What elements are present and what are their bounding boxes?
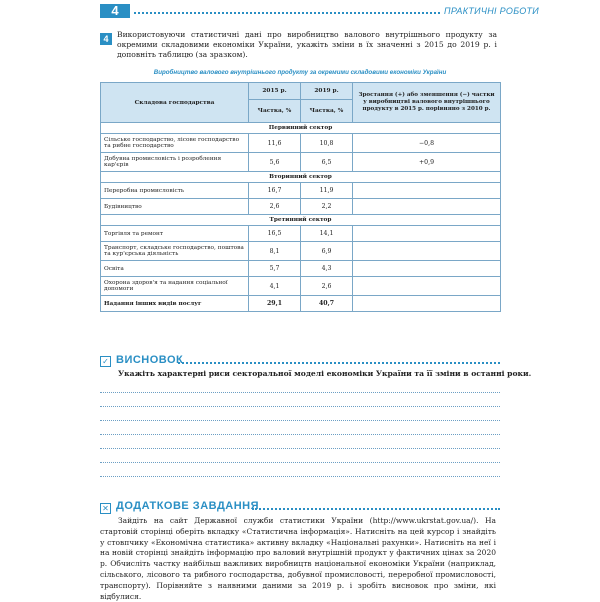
value-2019: 40,7: [301, 296, 353, 312]
change-value: −0,8: [353, 134, 501, 153]
table-row: [101, 261, 501, 277]
extra-task-title: ДОДАТКОВЕ ЗАВДАННЯ: [116, 500, 260, 512]
conclusions-prompt: Укажіть характерні риси секторальної моделі економіки України та її зміни в останні роки.: [118, 369, 532, 378]
value-2015: 4,1: [249, 277, 301, 296]
change-value: [353, 226, 501, 242]
row-name: Будівництво: [101, 199, 249, 215]
checkbox-icon: ✓: [100, 356, 111, 367]
conclusions-title: ВИСНОВОК: [116, 354, 184, 366]
value-2015: 16,7: [249, 183, 301, 199]
sector-primary: Первинний сектор: [101, 123, 501, 134]
row-name: Переробна промисловість: [101, 183, 249, 199]
value-2015: 11,6: [249, 134, 301, 153]
table-title: Виробництво валового внутрішнього продукту за окремими складовими економіки України: [153, 69, 447, 76]
change-value: [353, 199, 501, 215]
answer-line[interactable]: [100, 420, 500, 421]
extra-task-divider: [252, 508, 500, 510]
table-row: [101, 183, 501, 199]
value-2019: 2,6: [301, 277, 353, 296]
value-2019: 6,9: [301, 242, 353, 261]
change-value: [353, 183, 501, 199]
value-2015: 8,1: [249, 242, 301, 261]
row-name: Освіта: [101, 261, 249, 277]
table-row: [101, 277, 501, 296]
extra-task-text: Зайдіть на сайт Державної служби статистики України (http://www.ukrstat.gov.ua/). На стартовій сторінці оберіть вкладку «Статистична інформація». Натисніть на цей курсор і знайдіть у стовпчику «Економічна статистика» активну вкладку «Національні рахунки». Натисніть на неї і на новій сторінці знайдіть інформацію про валовий внутрішній продукт у фактичних цінах за 2020 р. Обчисліть частку найбільш важливих виробництв національної економіки України (наприклад, сільського, лісового та рибного господарства, добувної промисловості, переробної промисловості, транспорту). Порівняйте з наявними даними за 2019 р. і зробіть висновок про зміни, які відбулися.: [100, 516, 496, 601]
row-name: Надання інших видів послуг: [101, 296, 249, 312]
sector-secondary: Вторинний сектор: [101, 172, 501, 183]
task-text: Використовуючи статистичні дані про виробництво валового внутрішнього продукту за окремими складовими економіки України, укажіть зміни в їх значенні з 2015 до 2019 р. і доповніть таблицю (за зразком).: [117, 30, 497, 59]
row-name: Торгівля та ремонт: [101, 226, 249, 242]
header-share-2015: Частка, %: [249, 100, 301, 123]
value-2015: 5,6: [249, 153, 301, 172]
header-share-2019: Частка, %: [301, 100, 353, 123]
change-value: +0,9: [353, 153, 501, 172]
conclusions-divider: [178, 362, 500, 364]
header-component: Складова господарства: [101, 83, 249, 123]
row-name: Транспорт, складське господарство, поштова та кур'єрська діяльність: [101, 242, 249, 261]
row-name: Добувна промисловість і розроблення кар'єрів: [101, 153, 249, 172]
value-2019: 2,2: [301, 199, 353, 215]
value-2019: 14,1: [301, 226, 353, 242]
table-row: [101, 153, 501, 172]
task-number: 4: [100, 33, 112, 45]
answer-line[interactable]: [100, 462, 500, 463]
value-2015: 29,1: [249, 296, 301, 312]
table-row: [101, 296, 501, 312]
table-row: [101, 134, 501, 153]
value-2015: 2,6: [249, 199, 301, 215]
value-2015: 5,7: [249, 261, 301, 277]
answer-line[interactable]: [100, 406, 500, 407]
section-title: ПРАКТИЧНІ РОБОТИ: [444, 6, 540, 16]
cross-box-icon: ✕: [100, 503, 111, 514]
header-change: Зростання (+) або зменшення (−) частки у виробництві валового внутрішнього продукту в 2015 р. порівняно з 2010 р.: [353, 83, 501, 123]
change-value: [353, 242, 501, 261]
answer-line[interactable]: [100, 392, 500, 393]
value-2015: 16,5: [249, 226, 301, 242]
table-row: [101, 226, 501, 242]
answer-line[interactable]: [100, 476, 500, 477]
table-row: [101, 199, 501, 215]
value-2019: 10,8: [301, 134, 353, 153]
value-2019: 4,3: [301, 261, 353, 277]
header-divider: [134, 12, 440, 14]
change-value: [353, 296, 501, 312]
table-row: [101, 242, 501, 261]
row-name: Сільське господарство, лісове господарство та рибне господарство: [101, 134, 249, 153]
row-name: Охорона здоров'я та надання соціальної допомоги: [101, 277, 249, 296]
page-number: 4: [100, 4, 130, 18]
value-2019: 6,5: [301, 153, 353, 172]
value-2019: 11,9: [301, 183, 353, 199]
change-value: [353, 261, 501, 277]
gdp-table: [100, 82, 501, 312]
answer-line[interactable]: [100, 448, 500, 449]
sector-tertiary: Третинний сектор: [101, 215, 501, 226]
answer-line[interactable]: [100, 434, 500, 435]
header-year-2015: 2015 р.: [249, 83, 301, 100]
header-year-2019: 2019 р.: [301, 83, 353, 100]
change-value: [353, 277, 501, 296]
